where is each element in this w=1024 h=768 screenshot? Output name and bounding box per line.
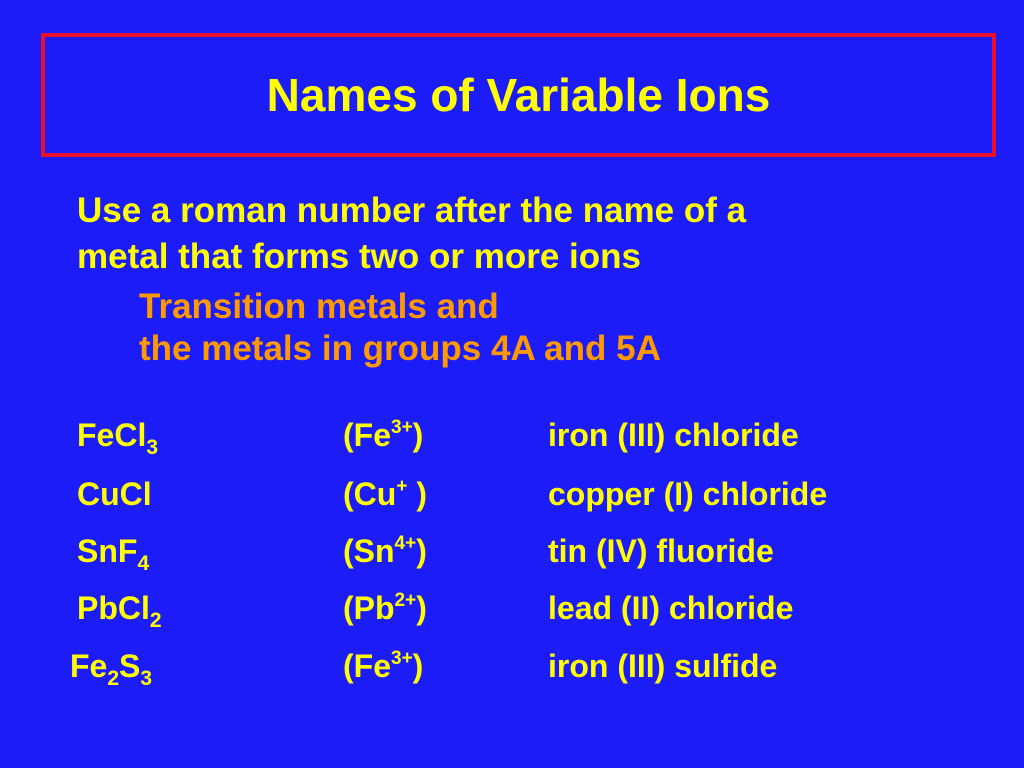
subpoint-line-2: the metals in groups 4A and 5A <box>139 329 661 368</box>
ion-row <box>0 469 1024 519</box>
ion-row <box>0 526 1024 576</box>
formula-text: (Pb <box>343 590 395 626</box>
superscript: 2+ <box>394 590 417 611</box>
superscript: 3+ <box>391 417 413 438</box>
subscript: 2 <box>149 609 162 632</box>
formula-text: (Cu <box>343 476 397 512</box>
ion-row <box>0 583 1024 633</box>
ion-charge <box>343 469 427 519</box>
ion-name: lead (II) chloride <box>548 590 794 626</box>
ion-formula <box>70 641 152 691</box>
ion-name: iron (III) chloride <box>548 417 799 453</box>
formula-text: ) <box>416 533 427 569</box>
ion-charge <box>343 410 423 460</box>
superscript: 3+ <box>391 648 413 669</box>
formula-text: (Fe <box>343 648 391 684</box>
ion-row <box>0 641 1024 691</box>
subscript: 4 <box>137 552 150 575</box>
subscript: 2 <box>107 667 120 690</box>
formula-text: Fe <box>70 648 108 684</box>
formula-text: (Fe <box>343 417 391 453</box>
subscript: 3 <box>140 667 153 690</box>
ion-charge <box>343 526 427 576</box>
superscript: 4+ <box>394 533 417 554</box>
ion-formula <box>77 583 162 633</box>
formula-text: ) <box>416 590 427 626</box>
formula-text: FeCl <box>77 417 147 453</box>
ion-formula <box>77 410 158 460</box>
ion-name: tin (IV) fluoride <box>548 533 774 569</box>
formula-text: SnF <box>77 533 138 569</box>
ion-charge <box>343 583 427 633</box>
ion-formula <box>77 469 152 519</box>
subpoint-line-1: Transition metals and <box>139 287 499 326</box>
ion-row <box>0 410 1024 460</box>
subpoint-text <box>139 286 939 370</box>
ion-charge <box>343 641 423 691</box>
formula-text: (Sn <box>343 533 395 569</box>
subscript: 3 <box>146 436 159 459</box>
ion-name: iron (III) sulfide <box>548 648 778 684</box>
intro-line-1: Use a roman number after the name of a <box>77 191 747 230</box>
formula-text: ) <box>412 648 424 684</box>
intro-text <box>77 188 977 280</box>
ion-name: copper (I) chloride <box>548 476 828 512</box>
formula-text: ) <box>407 476 427 512</box>
formula-text: CuCl <box>77 476 152 512</box>
formula-text: S <box>119 648 141 684</box>
intro-line-2: metal that forms two or more ions <box>77 237 641 276</box>
formula-text: ) <box>412 417 424 453</box>
superscript: + <box>396 476 408 497</box>
ion-formula <box>77 526 149 576</box>
title-box <box>41 33 996 157</box>
formula-text: PbCl <box>77 590 150 626</box>
slide-title: Names of Variable Ions <box>266 69 771 121</box>
